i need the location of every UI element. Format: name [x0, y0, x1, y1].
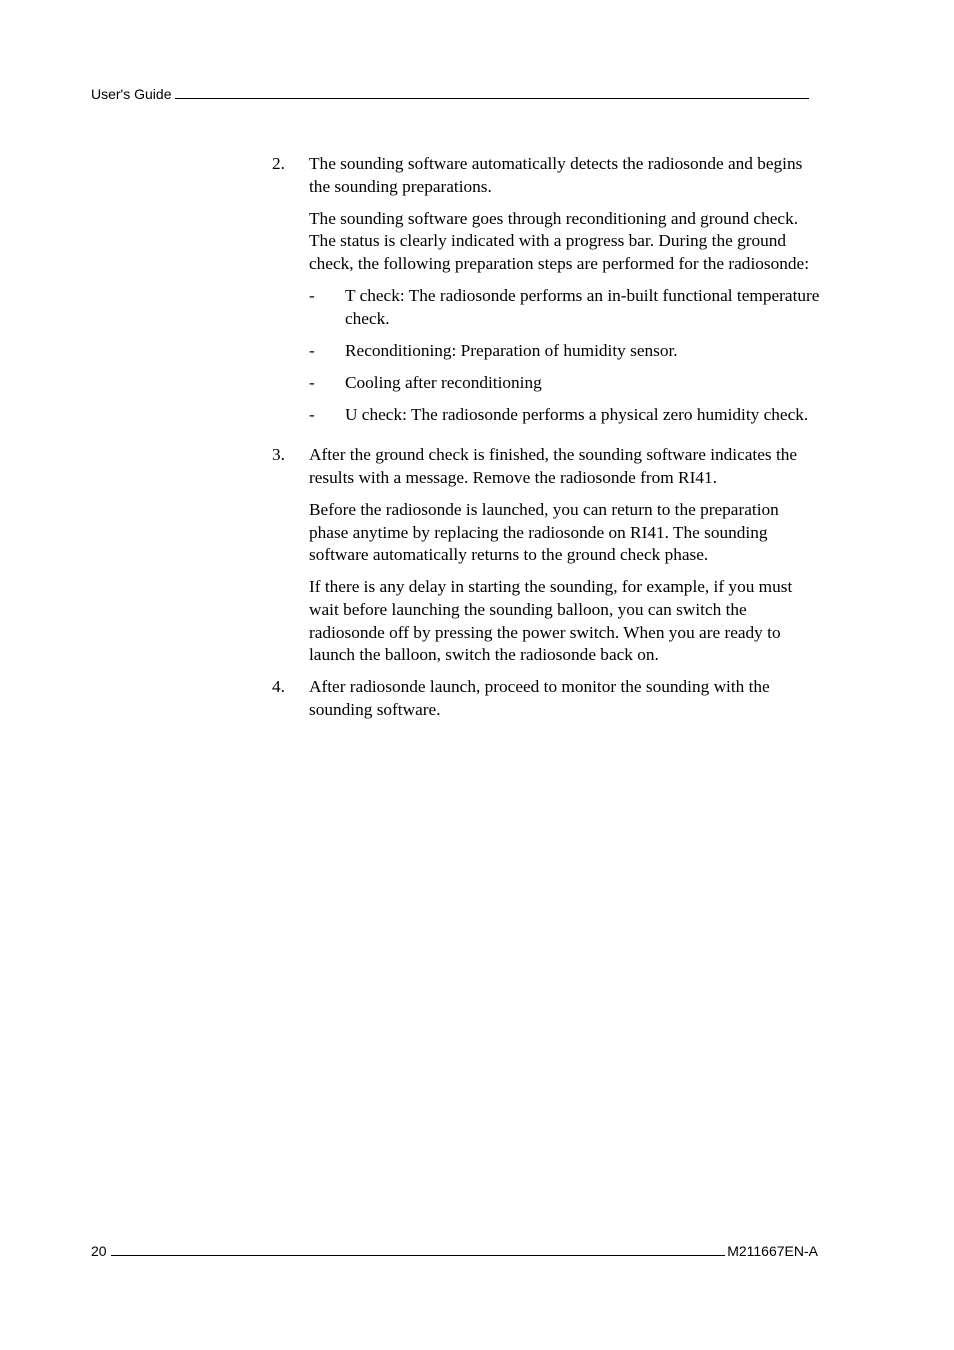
step-4 — [272, 676, 820, 731]
bullet-item — [309, 340, 820, 363]
step-paragraph: After the ground check is finished, the sounding software indicates the results with a message. Remove the radiosonde from RI41. — [309, 445, 798, 488]
step-paragraph: The sounding software goes through reconditioning and ground check. The status is clearly indicated with a progress bar. During the ground check, the following preparation steps are performed for the radiosonde: — [309, 208, 810, 273]
bullet-mark: - — [309, 285, 315, 305]
bullet-mark: - — [309, 404, 315, 424]
document-code: M211667EN-A — [727, 1243, 818, 1259]
bullet-item — [309, 285, 820, 330]
bullet-text: Cooling after reconditioning — [345, 372, 542, 392]
step-paragraph: After radiosonde launch, proceed to monitor the sounding with the sounding software. — [309, 677, 770, 719]
step-number: 3. — [272, 445, 285, 465]
page-number: 20 — [91, 1243, 107, 1259]
step-paragraph: The sounding software automatically detects the radiosonde and begins the sounding preparations. — [309, 154, 803, 196]
page-footer — [91, 1243, 818, 1259]
bullet-item — [309, 372, 820, 395]
bullet-text: Reconditioning: Preparation of humidity sensor. — [345, 340, 678, 360]
step-paragraph: If there is any delay in starting the sounding, for example, if you must wait before launching the sounding balloon, you can switch the radiosonde off by pressing the power switch. When you are ready to launch the balloon, switch the radiosonde back on. — [309, 577, 793, 665]
step-number: 2. — [272, 154, 285, 173]
bullet-mark: - — [309, 340, 315, 360]
step-paragraph: Before the radiosonde is launched, you can return to the preparation phase anytime by replacing the radiosonde on RI41. The sounding software automatically returns to the ground check phase. — [309, 500, 779, 565]
bullet-text: T check: The radiosonde performs an in-built functional temperature check. — [345, 285, 820, 328]
bullet-mark: - — [309, 372, 315, 392]
step-3 — [272, 444, 820, 676]
footer-rule — [111, 1254, 726, 1256]
bullet-text: U check: The radiosonde performs a physical zero humidity check. — [345, 404, 809, 424]
bullet-item — [309, 404, 820, 427]
document-body — [272, 153, 820, 731]
step-2 — [272, 153, 820, 444]
header-rule — [175, 97, 809, 99]
page-header — [91, 86, 811, 102]
step-number: 4. — [272, 677, 285, 697]
header-title: User's Guide — [91, 86, 172, 102]
